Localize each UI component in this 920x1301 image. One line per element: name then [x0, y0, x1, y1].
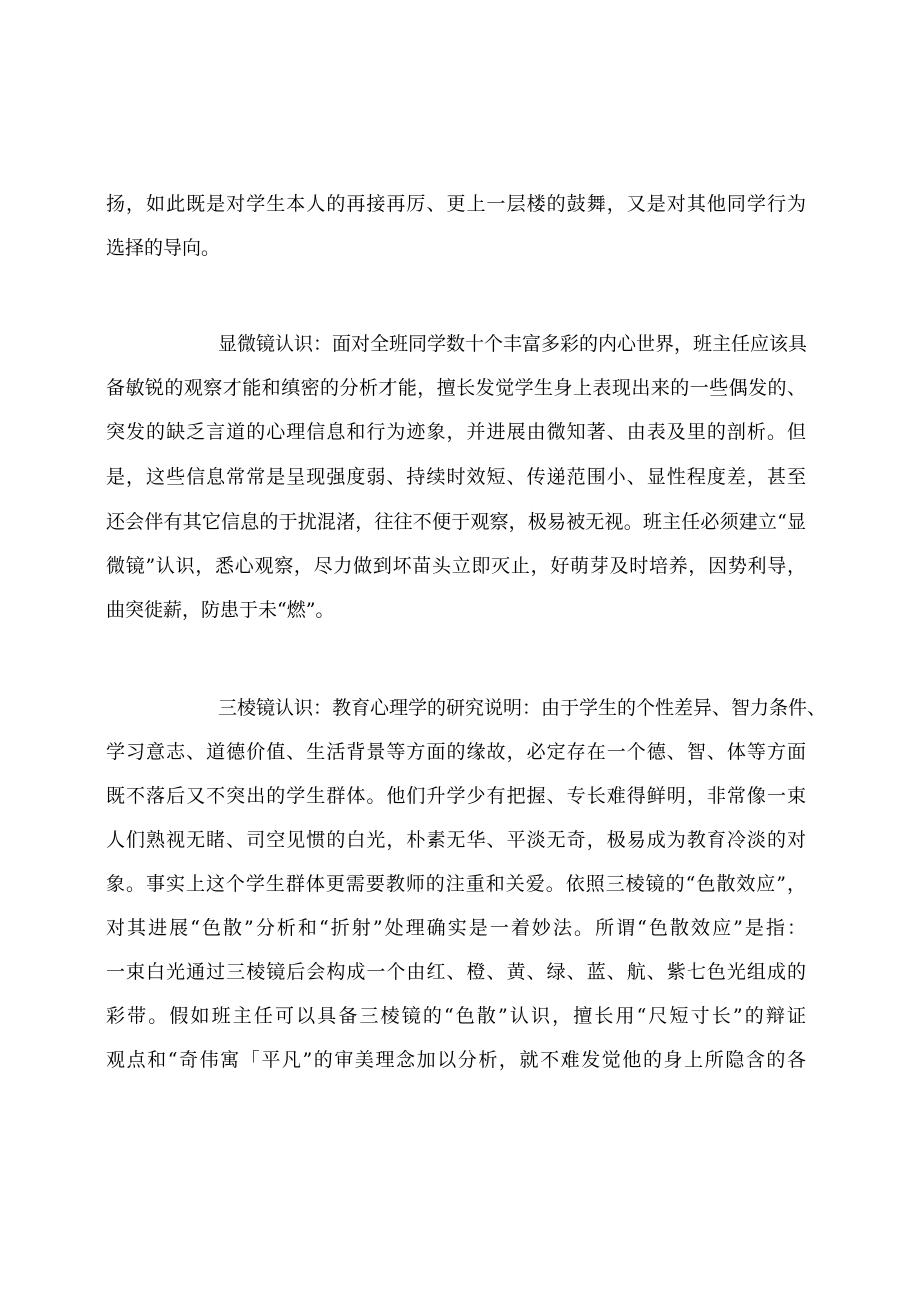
text-line: 一束白光通过三棱镜后会构成一个由红、橙、黄、绿、蓝、航、紫七色光组成的: [106, 961, 806, 983]
text-line: 观点和“奇伟寓「平凡”的审美理念加以分析，就不难发觉他的身上所隐含的各: [106, 1049, 806, 1071]
text-line: 曲突徙薪，防患于未“燃”。: [106, 599, 335, 621]
text-line: 既不落后又不突出的学生群体。他们升学少有把握、专长难得鲜明，非常像一束: [106, 785, 806, 807]
text-line: 对其进展“色散”分析和“折射”处理确实是一着妙法。所谓“色散效应”是指：: [106, 917, 806, 939]
text-line: 是，这些信息常常是呈现强度弱、持续时效短、传递范围小、显性程度差，甚至: [106, 466, 806, 488]
text-line: 彩带。假如班主任可以具备三棱镜的“色散”认识，擅长用“尺短寸长”的辩证: [106, 1005, 806, 1027]
text-line: 扬，如此既是对学生本人的再接再厉、更上一层楼的鼓舞，又是对其他同学行为: [106, 193, 806, 215]
text-line: 还会伴有其它信息的于扰混渚，往往不便于观察，极易被无视。班主任必须建立“显: [106, 511, 806, 533]
text-line: 三棱镜认识：教育心理学的研究说明：由于学生的个性差异、智力条件、: [218, 697, 827, 719]
text-line: 学习意志、道德价值、生活背景等方面的缘故，必定存在一个德、智、体等方面: [106, 741, 806, 763]
text-line: 人们熟视无睹、司空见惯的白光，朴素无华、平淡无奇，极易成为教育冷淡的对: [106, 829, 806, 851]
text-line: 选择的导向。: [106, 237, 221, 259]
text-line: 备敏锐的观察才能和缜密的分析才能，擅长发觉学生身上表现出来的一些偶发的、: [106, 377, 806, 399]
text-line: 显微镜认识：面对全班同学数十个丰富多彩的内心世界，班主任应该具: [218, 333, 808, 355]
text-line: 微镜”认识，悉心观察，尽力做到坏苗头立即灭止，好萌芽及时培养，因势利导，: [106, 555, 806, 577]
text-line: 突发的缺乏言道的心理信息和行为迹象，并进展由微知著、由表及里的剖析。但: [106, 421, 806, 443]
text-line: 象。事实上这个学生群体更需要教师的注重和关爱。依照三棱镜的“色散效应”，: [106, 873, 806, 895]
